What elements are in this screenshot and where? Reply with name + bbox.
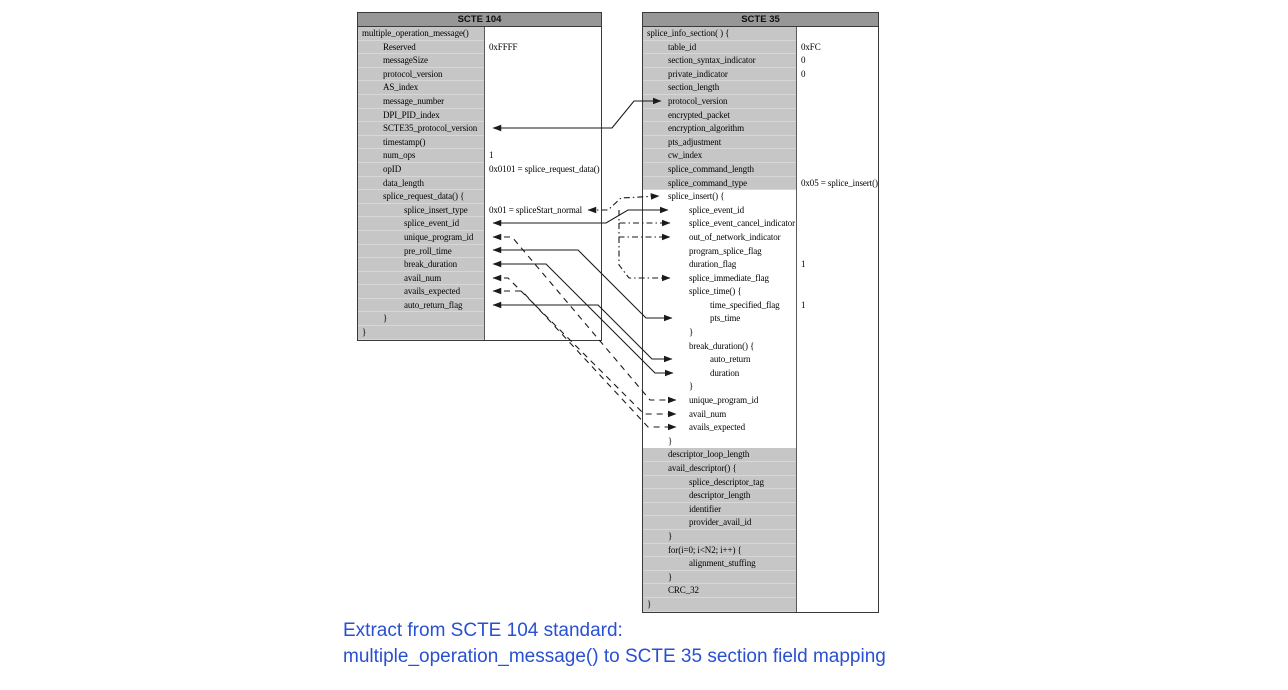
field-row (643, 109, 878, 123)
field-row (358, 204, 601, 218)
field-value-cell: 0x01 = spliceStart_normal (484, 204, 601, 218)
field-row (358, 54, 601, 68)
field-value-cell (796, 476, 878, 490)
field-value-cell (484, 81, 601, 95)
field-row (643, 516, 878, 530)
field-row (358, 299, 601, 313)
field-row (643, 177, 878, 191)
field-row (643, 27, 878, 41)
field-value-cell (796, 245, 878, 259)
field-value-cell (796, 530, 878, 544)
field-name-cell: auto_return_flag (358, 299, 484, 313)
field-row (643, 326, 878, 340)
field-row (358, 95, 601, 109)
field-name-cell: break_duration() { (643, 340, 796, 354)
field-value-cell (484, 272, 601, 286)
field-row (643, 340, 878, 354)
field-value-cell (484, 177, 601, 191)
scte104-table (357, 12, 602, 341)
field-name-cell: splice_descriptor_tag (643, 476, 796, 490)
field-name-cell: section_length (643, 81, 796, 95)
field-row (643, 204, 878, 218)
field-value-cell: 0xFFFF (484, 41, 601, 55)
field-name-cell: table_id (643, 41, 796, 55)
field-row (358, 68, 601, 82)
field-value-cell (796, 312, 878, 326)
field-row (358, 81, 601, 95)
field-name-cell: descriptor_loop_length (643, 448, 796, 462)
field-value-cell (484, 190, 601, 204)
field-name-cell: SCTE35_protocol_version (358, 122, 484, 136)
field-name-cell: } (643, 571, 796, 585)
field-name-cell: duration (643, 367, 796, 381)
field-value-cell (484, 312, 601, 326)
field-row (358, 177, 601, 191)
field-name-cell: out_of_network_indicator (643, 231, 796, 245)
field-name-cell: auto_return (643, 353, 796, 367)
field-name-cell: } (358, 326, 484, 340)
field-value-cell (484, 54, 601, 68)
field-value-cell (484, 299, 601, 313)
field-value-cell (484, 95, 601, 109)
field-value-cell (796, 394, 878, 408)
field-name-cell: } (643, 326, 796, 340)
field-row (643, 408, 878, 422)
field-name-cell: splice_request_data() { (358, 190, 484, 204)
field-name-cell: private_indicator (643, 68, 796, 82)
field-value-cell (484, 217, 601, 231)
field-value-cell (796, 109, 878, 123)
field-name-cell: protocol_version (643, 95, 796, 109)
field-row (643, 503, 878, 517)
scte104-table-title: SCTE 104 (358, 13, 601, 27)
field-value-cell (796, 380, 878, 394)
field-row (643, 68, 878, 82)
scte35-table-title: SCTE 35 (643, 13, 878, 27)
field-value-cell (796, 598, 878, 612)
field-row (643, 163, 878, 177)
field-value-cell: 1 (484, 149, 601, 163)
field-name-cell: program_splice_flag (643, 245, 796, 259)
field-value-cell: 0 (796, 54, 878, 68)
field-value-cell (796, 557, 878, 571)
field-name-cell: avails_expected (643, 421, 796, 435)
field-value-cell (796, 448, 878, 462)
field-name-cell: descriptor_length (643, 489, 796, 503)
field-name-cell: provider_avail_id (643, 516, 796, 530)
field-name-cell: pts_adjustment (643, 136, 796, 150)
field-name-cell: splice_immediate_flag (643, 272, 796, 286)
field-value-cell (796, 122, 878, 136)
field-row (643, 149, 878, 163)
field-value-cell (796, 544, 878, 558)
field-row (358, 272, 601, 286)
field-name-cell: splice_event_id (643, 204, 796, 218)
field-name-cell: avails_expected (358, 285, 484, 299)
field-name-cell: splice_command_type (643, 177, 796, 191)
field-value-cell: 0xFC (796, 41, 878, 55)
field-value-cell (796, 516, 878, 530)
field-value-cell (796, 421, 878, 435)
field-name-cell: splice_insert_type (358, 204, 484, 218)
field-value-cell (796, 584, 878, 598)
field-row (643, 380, 878, 394)
field-value-cell (484, 68, 601, 82)
field-value-cell (796, 503, 878, 517)
field-name-cell: time_specified_flag (643, 299, 796, 313)
field-value-cell (796, 285, 878, 299)
field-value-cell (484, 27, 601, 41)
field-name-cell: splice_event_cancel_indicator (643, 217, 796, 231)
field-row (643, 544, 878, 558)
field-row (643, 272, 878, 286)
field-value-cell (796, 462, 878, 476)
field-value-cell (796, 204, 878, 218)
field-value-cell (796, 149, 878, 163)
field-row (643, 353, 878, 367)
field-row (643, 231, 878, 245)
field-row (643, 312, 878, 326)
field-row (358, 190, 601, 204)
field-value-cell: 0x0101 = splice_request_data() (484, 163, 601, 177)
field-value-cell (796, 163, 878, 177)
field-row (358, 27, 601, 41)
caption-line-2: multiple_operation_message() to SCTE 35 section field mapping (343, 646, 886, 667)
field-row (643, 557, 878, 571)
field-name-cell: opID (358, 163, 484, 177)
field-value-cell (796, 190, 878, 204)
field-row (358, 136, 601, 150)
field-row (358, 163, 601, 177)
field-row (358, 109, 601, 123)
field-value-cell (484, 109, 601, 123)
field-value-cell (796, 353, 878, 367)
field-name-cell: identifier (643, 503, 796, 517)
field-row (643, 584, 878, 598)
field-name-cell: duration_flag (643, 258, 796, 272)
field-row (358, 41, 601, 55)
field-name-cell: splice_command_length (643, 163, 796, 177)
field-value-cell (484, 326, 601, 340)
field-name-cell: } (358, 312, 484, 326)
field-value-cell (796, 231, 878, 245)
field-row (358, 326, 601, 340)
field-row (643, 41, 878, 55)
field-value-cell (796, 326, 878, 340)
field-name-cell: message_number (358, 95, 484, 109)
scte104-table-rows (358, 27, 601, 340)
field-row (643, 190, 878, 204)
field-value-cell (796, 136, 878, 150)
field-name-cell: DPI_PID_index (358, 109, 484, 123)
caption-line-1: Extract from SCTE 104 standard: (343, 620, 623, 641)
field-name-cell: CRC_32 (643, 584, 796, 598)
field-name-cell: alignment_stuffing (643, 557, 796, 571)
figure-caption (343, 618, 886, 670)
field-name-cell: splice_time() { (643, 285, 796, 299)
field-value-cell: 0 (796, 68, 878, 82)
field-row (358, 149, 601, 163)
field-row (643, 598, 878, 612)
field-value-cell: 1 (796, 299, 878, 313)
field-row (358, 231, 601, 245)
field-row (643, 299, 878, 313)
field-name-cell: data_length (358, 177, 484, 191)
field-value-cell (796, 367, 878, 381)
field-name-cell: for(i=0; i<N2; i++) { (643, 544, 796, 558)
field-name-cell: num_ops (358, 149, 484, 163)
field-row (643, 258, 878, 272)
field-value-cell: 0x05 = splice_insert() (796, 177, 878, 191)
field-name-cell: break_duration (358, 258, 484, 272)
field-name-cell: pre_roll_time (358, 245, 484, 259)
field-row (643, 421, 878, 435)
field-value-cell (796, 217, 878, 231)
field-row (643, 285, 878, 299)
field-name-cell: Reserved (358, 41, 484, 55)
field-row (643, 435, 878, 449)
field-name-cell: avail_descriptor() { (643, 462, 796, 476)
field-value-cell (484, 285, 601, 299)
field-value-cell (484, 258, 601, 272)
field-value-cell (796, 27, 878, 41)
field-name-cell: protocol_version (358, 68, 484, 82)
field-value-cell: 1 (796, 258, 878, 272)
field-row (358, 217, 601, 231)
field-value-cell (796, 408, 878, 422)
field-value-cell (796, 272, 878, 286)
field-value-cell (796, 435, 878, 449)
field-name-cell: } (643, 598, 796, 612)
field-name-cell: avail_num (358, 272, 484, 286)
field-value-cell (484, 122, 601, 136)
field-row (643, 571, 878, 585)
field-row (643, 217, 878, 231)
field-name-cell: pts_time (643, 312, 796, 326)
field-row (643, 122, 878, 136)
field-name-cell: timestamp() (358, 136, 484, 150)
field-name-cell: cw_index (643, 149, 796, 163)
field-name-cell: multiple_operation_message() (358, 27, 484, 41)
field-value-cell (484, 231, 601, 245)
scte35-table-rows (643, 27, 878, 612)
field-row (358, 285, 601, 299)
field-row (643, 476, 878, 490)
field-row (643, 95, 878, 109)
field-value-cell (796, 571, 878, 585)
field-row (643, 54, 878, 68)
field-name-cell: splice_info_section( ) { (643, 27, 796, 41)
field-name-cell: unique_program_id (358, 231, 484, 245)
field-name-cell: AS_index (358, 81, 484, 95)
field-name-cell: splice_event_id (358, 217, 484, 231)
field-name-cell: section_syntax_indicator (643, 54, 796, 68)
field-name-cell: encryption_algorithm (643, 122, 796, 136)
field-name-cell: unique_program_id (643, 394, 796, 408)
field-row (643, 489, 878, 503)
field-row (358, 245, 601, 259)
field-row (643, 367, 878, 381)
field-row (358, 258, 601, 272)
field-value-cell (796, 489, 878, 503)
field-name-cell: } (643, 530, 796, 544)
field-name-cell: } (643, 435, 796, 449)
field-value-cell (796, 340, 878, 354)
field-row (358, 312, 601, 326)
field-row (643, 394, 878, 408)
field-name-cell: avail_num (643, 408, 796, 422)
field-row (643, 81, 878, 95)
field-name-cell: encrypted_packet (643, 109, 796, 123)
field-value-cell (796, 81, 878, 95)
field-name-cell: messageSize (358, 54, 484, 68)
field-value-cell (484, 136, 601, 150)
field-name-cell: } (643, 380, 796, 394)
field-row (358, 122, 601, 136)
field-value-cell (796, 95, 878, 109)
scte35-table (642, 12, 879, 613)
field-row (643, 462, 878, 476)
field-value-cell (484, 245, 601, 259)
field-row (643, 136, 878, 150)
field-row (643, 245, 878, 259)
field-name-cell: splice_insert() { (643, 190, 796, 204)
field-row (643, 448, 878, 462)
field-row (643, 530, 878, 544)
